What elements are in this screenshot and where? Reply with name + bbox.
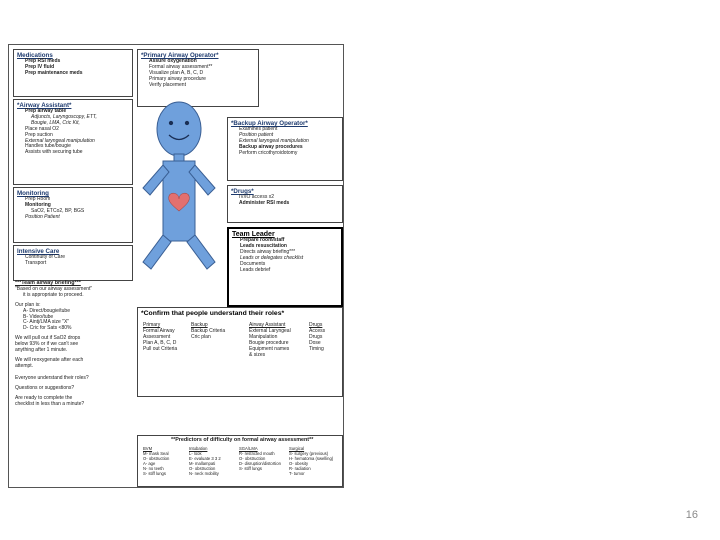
list-item: Assure oxygenation <box>149 58 197 64</box>
predictors-column-surgical <box>289 446 333 476</box>
list-item: Backup airway procedures <box>239 143 303 150</box>
briefing-line: Questions or suggestions? <box>15 384 75 391</box>
list-item: & sizes <box>249 351 266 358</box>
list-item: M- mask Seal <box>143 450 169 456</box>
confirm-column-airway-assistant <box>249 323 291 358</box>
list-item: Primary airway procedure <box>149 75 206 82</box>
intensive-care-title: Intensive Care <box>17 248 60 255</box>
monitoring-title: Monitoring <box>17 190 49 197</box>
list-item: Place nasal O2 <box>25 125 59 132</box>
briefing-line: We will pull out if SaO2 drops <box>15 335 81 342</box>
medications-title: Medications <box>17 52 53 59</box>
list-item: Directs airway briefing*** <box>240 248 296 255</box>
confirm-roles-title: *Confirm that people understand their roles* <box>141 310 285 317</box>
list-item: Prep maintenance meds <box>25 69 83 76</box>
list-item: Continuity of Care <box>25 254 66 260</box>
list-item: S- surgery (previous) <box>289 450 329 456</box>
drugs-box <box>227 185 343 223</box>
list-item: M- mallampati <box>189 460 216 466</box>
confirm-roles-box <box>137 307 343 397</box>
confirm-column-backup <box>191 323 225 341</box>
predictors-column-bvm <box>143 446 169 476</box>
list-item: R- radiation <box>289 465 311 471</box>
list-item: Backup Criteria <box>191 327 226 334</box>
briefing-line: A- Direct/bougie/tube <box>23 307 70 314</box>
list-item: Prep airway table <box>25 108 67 114</box>
list-item: Cric plan <box>191 333 211 340</box>
list-item: Visualize plan A, B, C, D <box>149 69 204 76</box>
list-item: Formal airway assessment** <box>149 63 213 70</box>
list-item: Examines patient <box>239 126 278 132</box>
list-item: Adjuncts, Laryngoscopy, ETT, <box>31 113 97 120</box>
backup-operator-box <box>227 117 343 181</box>
briefing-line: Are ready to complete the <box>15 394 73 401</box>
list-item: Dose <box>309 339 321 346</box>
figure-icon <box>143 102 215 269</box>
column-head: Drugs <box>309 322 323 328</box>
list-item: External laryngeal manipulation <box>25 137 95 144</box>
list-item: Perform cricothyroidotomy <box>239 149 298 156</box>
list-item: E- evaluate 3 3 2 <box>189 455 221 461</box>
list-item: Assists with securing tube <box>25 149 83 156</box>
briefing-section <box>15 281 133 481</box>
right-eye <box>186 122 189 125</box>
list-item: Access <box>309 327 326 334</box>
column-head: BVM <box>143 445 153 451</box>
list-item: O- obstruction <box>143 455 170 461</box>
column-head: SGA/LMA <box>239 445 258 451</box>
list-item: N- neck mobility <box>189 470 219 476</box>
confirm-column-primary <box>143 323 177 353</box>
airway-assistant-title: *Airway Assistant* <box>17 102 72 109</box>
confirm-columns <box>141 323 339 383</box>
list-item: Monitoring <box>25 201 51 208</box>
figure-right-leg <box>187 235 215 269</box>
airway-assistant-box <box>13 99 133 185</box>
checklist-document <box>8 44 344 488</box>
column-head: Intubation <box>189 445 208 451</box>
list-item: Leads debrief <box>240 266 271 273</box>
list-item: Prep RSI meds <box>25 58 61 64</box>
list-item: Equipment names <box>249 345 290 352</box>
team-leader-title: Team Leader <box>232 231 275 238</box>
predictors-column-intubation <box>189 446 221 476</box>
list-item: N- no teeth <box>143 465 164 471</box>
list-item: S- stiff lungs <box>143 470 166 476</box>
list-item: O- obesity <box>289 460 309 466</box>
list-item: T- tumor <box>289 470 305 476</box>
confirm-column-drugs <box>309 323 325 353</box>
list-item: Leads resuscitation <box>240 242 287 249</box>
column-head: Surgical <box>289 445 305 451</box>
list-item: Position patient <box>239 131 274 138</box>
list-item: Prepare room/staff <box>240 237 285 243</box>
list-item: Administer RSI meds <box>239 199 290 206</box>
monitoring-box <box>13 187 133 243</box>
briefing-line: Everyone understand their roles? <box>15 374 89 381</box>
intensive-care-box <box>13 245 133 281</box>
list-item: External laryngeal manipulation <box>239 137 309 144</box>
briefing-title: ***Team airway briefing*** <box>15 280 81 286</box>
medications-box <box>13 49 133 97</box>
list-item: L- look <box>189 450 202 456</box>
predictors-column-sga-lma <box>239 446 281 471</box>
list-item: Transport <box>25 259 47 266</box>
list-item: External Laryngeal <box>249 327 291 334</box>
list-item: Assessment <box>143 333 171 340</box>
list-item: H- hematoma (swelling) <box>289 455 334 461</box>
list-item: Pull out Criteria <box>143 345 178 352</box>
list-item: A- age <box>143 460 156 466</box>
list-item: D- disruption/distortion <box>239 460 281 466</box>
list-item: Verify placement <box>149 81 186 88</box>
list-item: Position Patient <box>25 213 60 220</box>
list-item: Prep Room <box>25 196 51 202</box>
list-item: Handles tube/bougie <box>25 143 71 150</box>
list-item: Prep suction <box>25 131 53 138</box>
list-item: IV/IO access x2 <box>239 194 275 200</box>
briefing-line: C- Aintj/LMA size "X" <box>23 319 70 326</box>
briefing-line: B- Video/tube <box>23 313 54 320</box>
predictors-columns <box>141 446 339 482</box>
figure-neck <box>174 154 184 161</box>
predictors-box <box>137 435 343 487</box>
list-item: Prep IV fluid <box>25 63 55 70</box>
briefing-line: attempt. <box>15 362 34 369</box>
predictors-title: **Predictors of difficulty on formal airway assessment** <box>171 437 314 443</box>
list-item: SaO2, ETCo2, BP, BGS <box>31 207 85 214</box>
briefing-line: "Based on our airway assessment" <box>15 285 93 292</box>
list-item: Drugs <box>309 333 323 340</box>
list-item: O- obstruction <box>189 465 216 471</box>
list-item: Plan A, B, C, D <box>143 339 177 346</box>
list-item: R- restricted mouth <box>239 450 275 456</box>
briefing-line: D- Cric for Sats <80% <box>23 325 72 332</box>
backup-operator-title: *Backup Airway Operator* <box>231 120 308 127</box>
briefing-line: Our plan is: <box>15 301 41 308</box>
page-number: 16 <box>685 509 698 521</box>
list-item: Leads or delegates checklist <box>240 254 304 261</box>
list-item: O- obstruction <box>239 455 266 461</box>
drugs-title: *Drugs* <box>231 188 254 195</box>
briefing-line: below 93% or if we can't see <box>15 341 79 348</box>
briefing-line: anything after 1 minute. <box>15 347 68 354</box>
list-item: Documents <box>240 260 266 267</box>
briefing-line: it is appropriate to proceed. <box>23 291 84 298</box>
column-head: Airway Assistant <box>249 322 286 328</box>
list-item: Formal Airway <box>143 327 175 334</box>
list-item: Bougie, LMA, Cric Kit, <box>31 119 80 126</box>
list-item: Bougie procedure <box>249 339 289 346</box>
list-item: Manipulation <box>249 333 278 340</box>
primary-operator-title: *Primary Airway Operator* <box>141 52 219 59</box>
list-item: S- stiff lungs <box>239 465 262 471</box>
figure-head <box>157 102 201 156</box>
column-head: Primary <box>143 322 161 328</box>
team-leader-box <box>227 227 343 307</box>
airway-team-figure <box>129 99 229 289</box>
briefing-line: We will reoxygenate after each <box>15 356 84 363</box>
column-head: Backup <box>191 322 208 328</box>
figure-left-leg <box>143 235 171 269</box>
left-eye <box>170 122 173 125</box>
list-item: Timing <box>309 345 324 352</box>
briefing-line: checklist in less than a minute? <box>15 400 85 407</box>
